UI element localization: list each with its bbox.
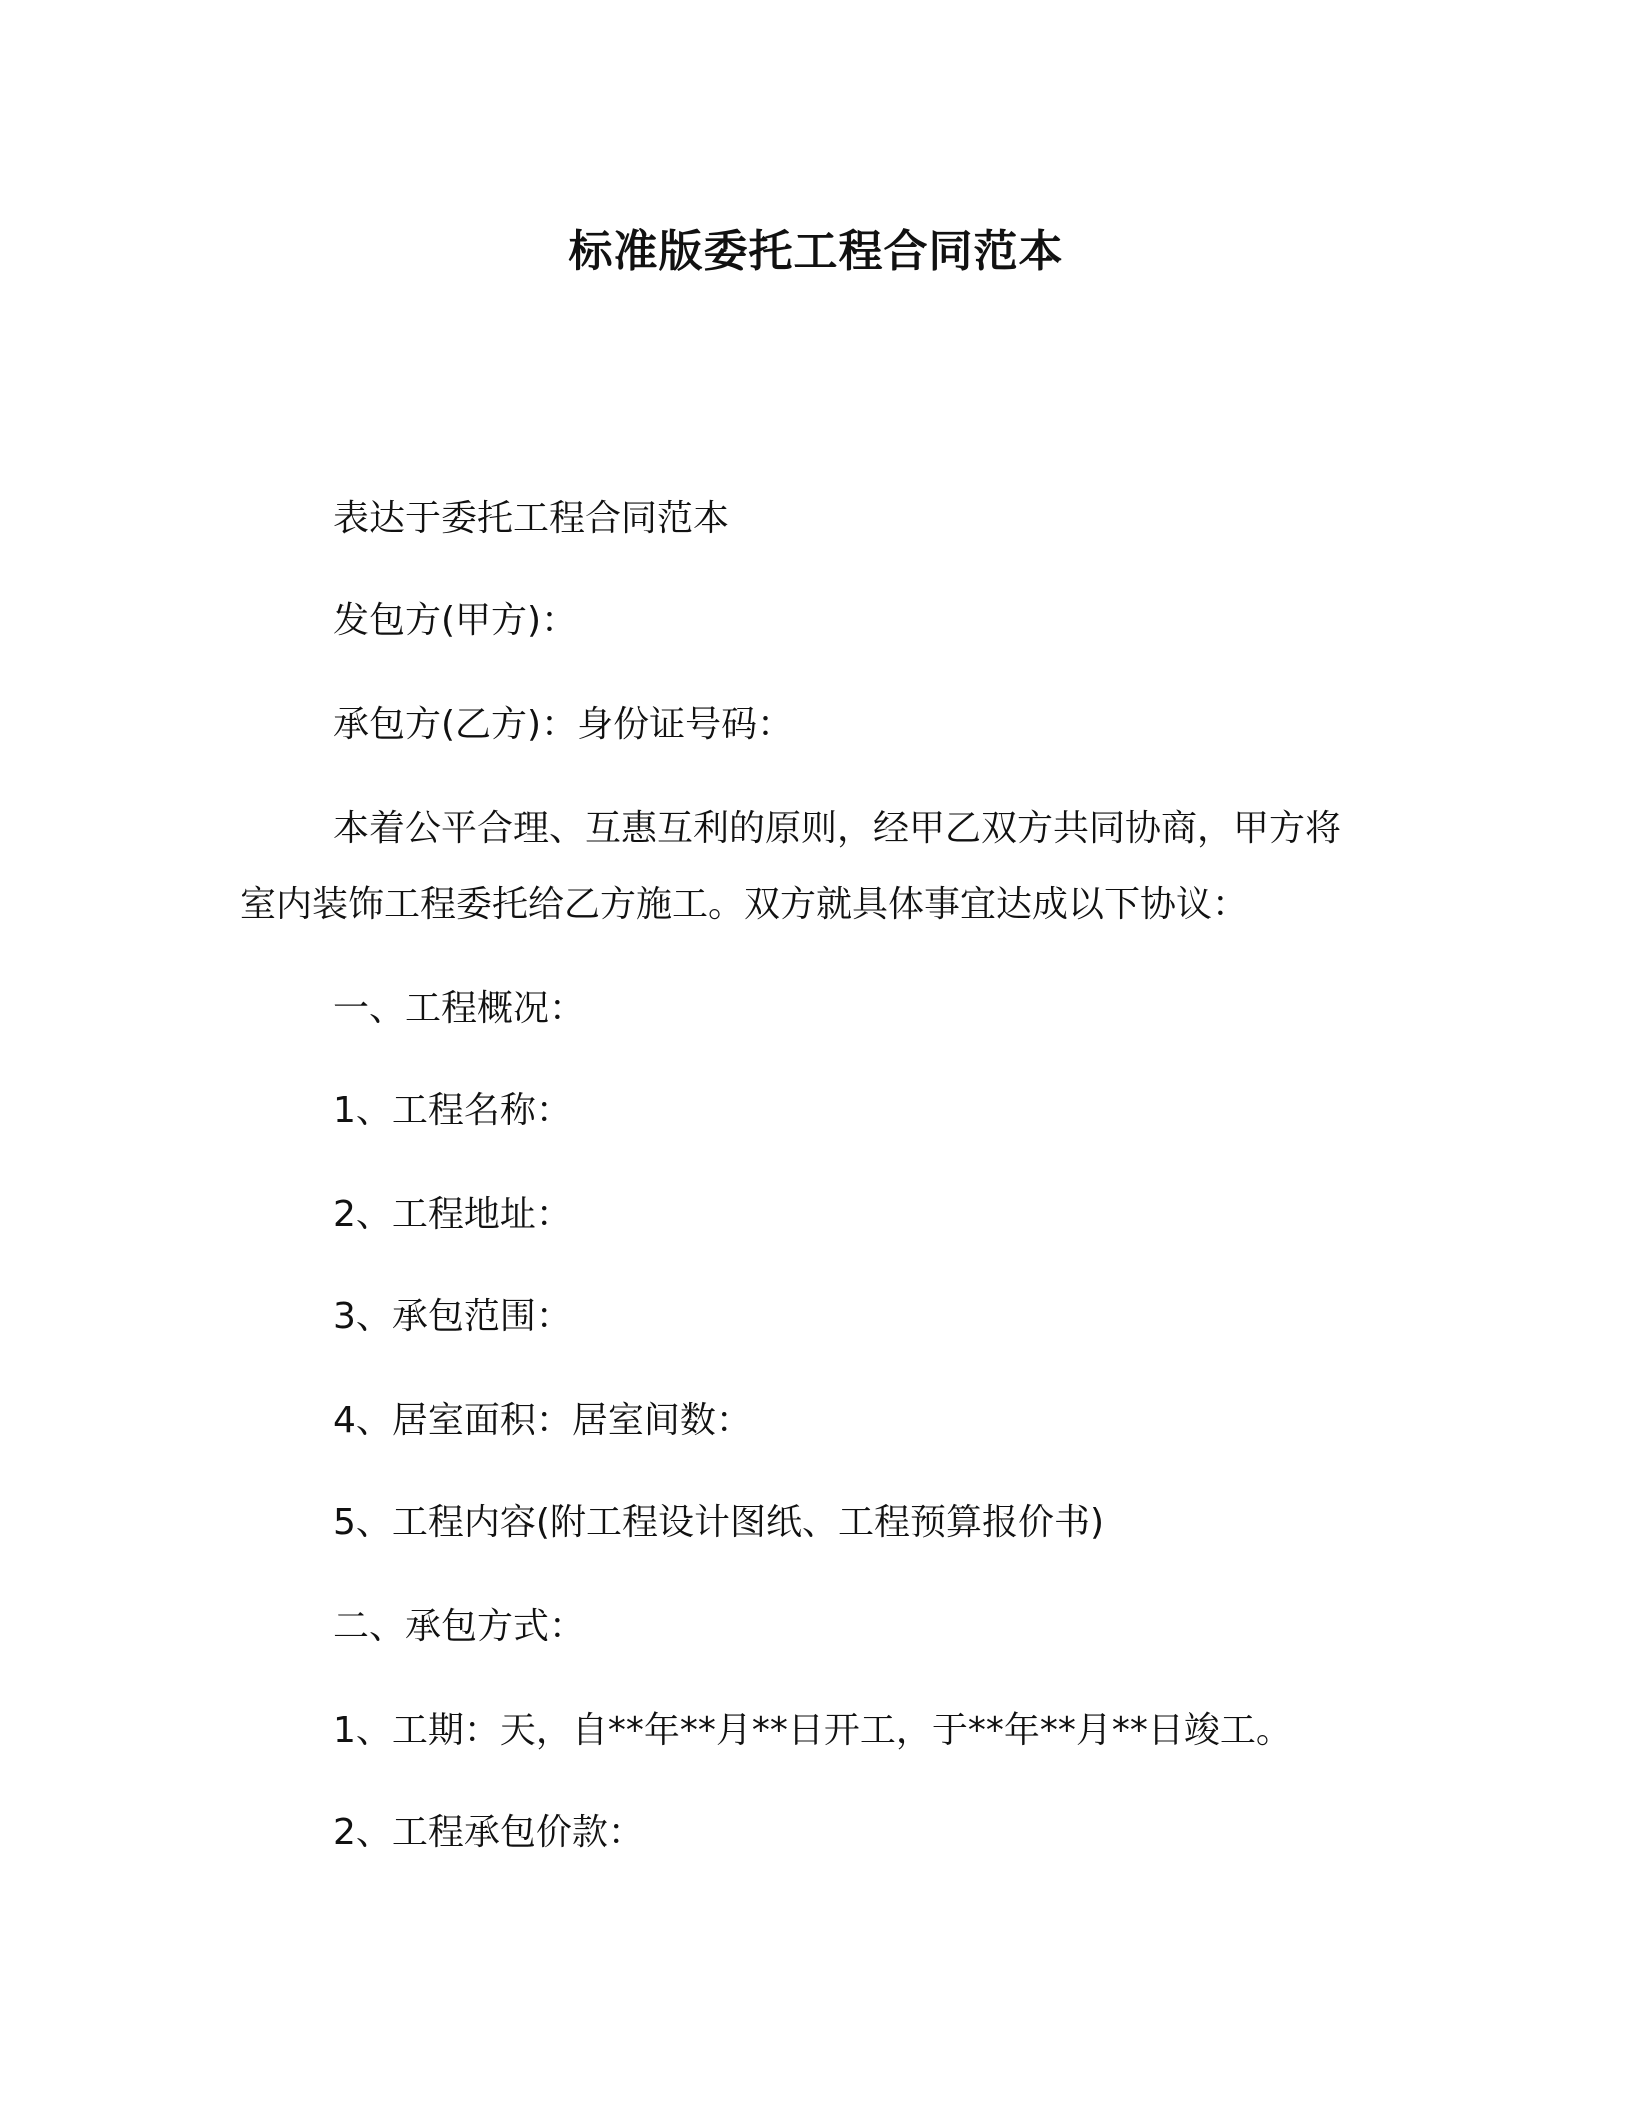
section-heading-1: 一、工程概况：: [333, 988, 586, 1029]
list-item: 5、工程内容(附工程设计图纸、工程预算报价书): [333, 1502, 1104, 1543]
list-item: 3、承包范围：: [333, 1296, 572, 1337]
subtitle-line: 表达于委托工程合同范本: [333, 498, 730, 539]
preamble-line-1: 本着公平合理、互惠互利的原则，经甲乙双方共同协商，甲方将: [333, 808, 1342, 849]
list-item: 2、工程地址：: [333, 1194, 572, 1235]
party-a-line: 发包方(甲方)：: [333, 600, 578, 641]
list-item: 1、工期：天，自**年**月**日开工，于**年**月**日竣工。: [333, 1710, 1292, 1751]
list-item: 4、居室面积：居室间数：: [333, 1400, 752, 1441]
list-item: 1、工程名称：: [333, 1090, 572, 1131]
section-heading-2: 二、承包方式：: [333, 1606, 586, 1647]
list-item: 2、工程承包价款：: [333, 1812, 644, 1853]
document-title: 标准版委托工程合同范本: [568, 226, 1064, 277]
party-b-line: 承包方(乙方)：身份证号码：: [333, 704, 794, 745]
preamble-line-2: 室内装饰工程委托给乙方施工。双方就具体事宜达成以下协议：: [240, 884, 1249, 925]
